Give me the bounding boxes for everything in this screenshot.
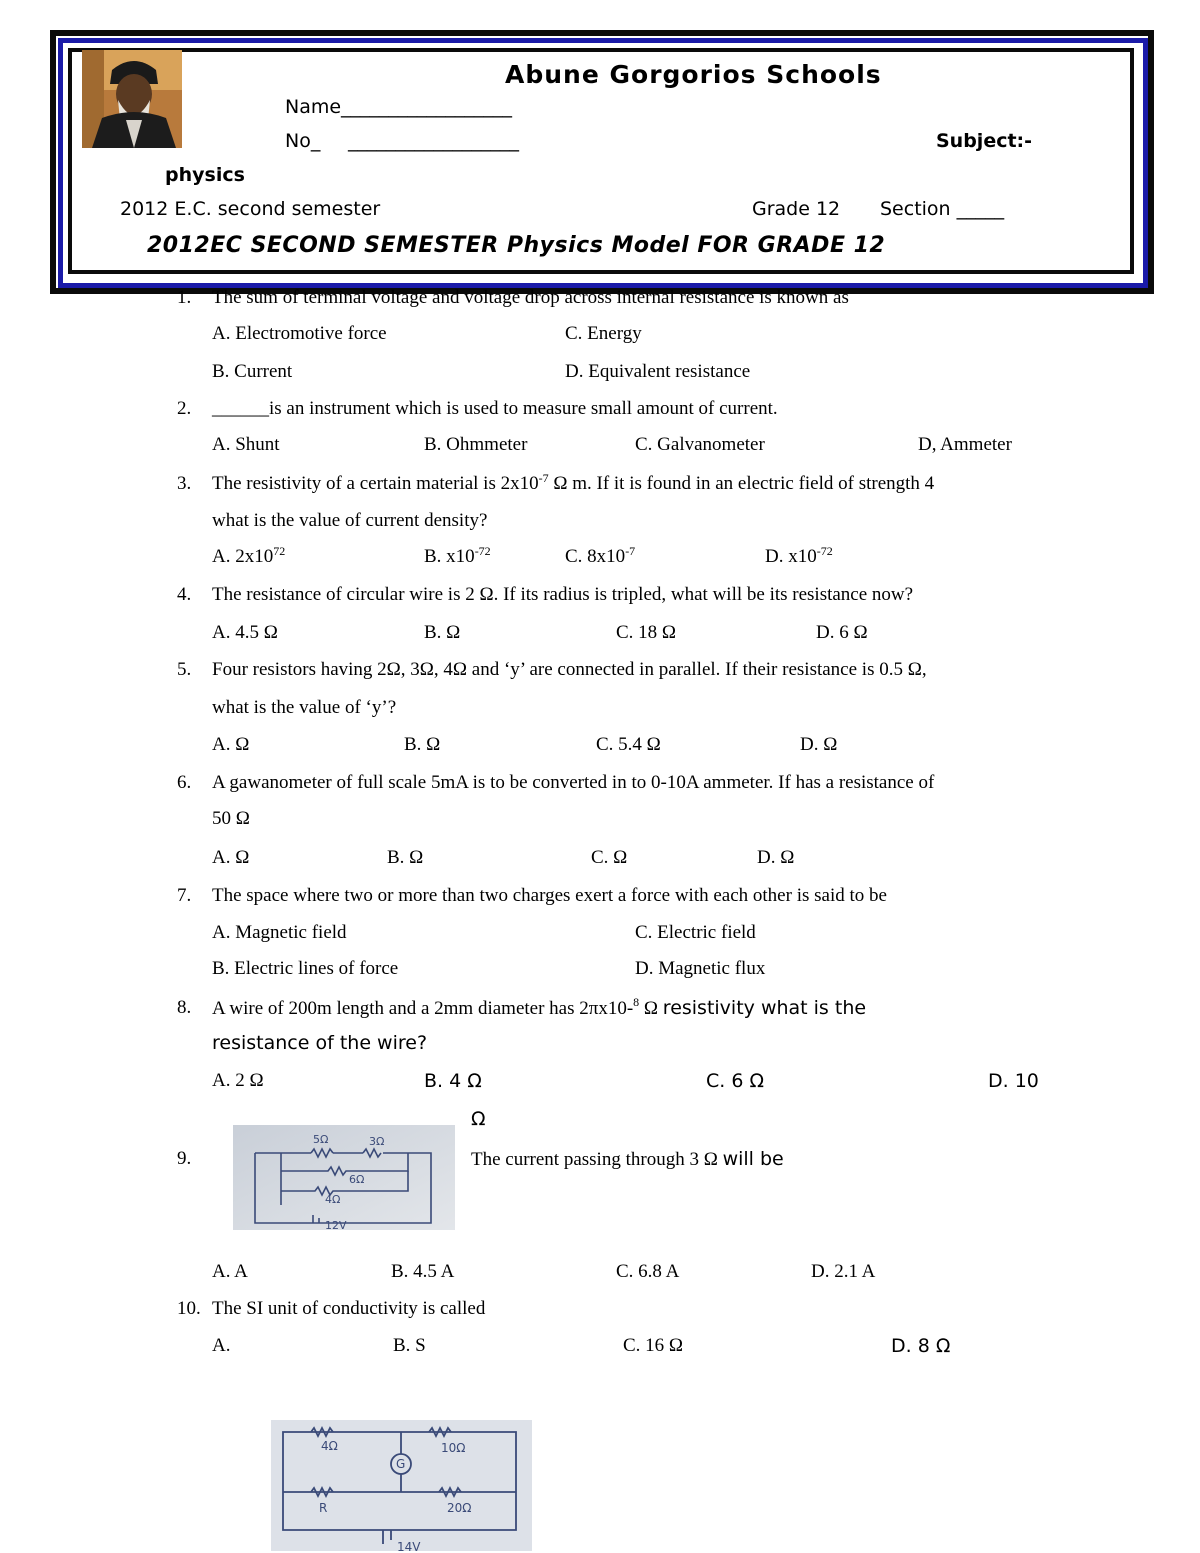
subject-value: physics xyxy=(165,164,245,186)
question-number: 1. xyxy=(177,287,192,308)
circuit-diagram-2 xyxy=(271,1420,532,1551)
question-8-text: A wire of 200m length and a 2mm diameter has 2πx10-$^8$ Ω resistivity what is the xyxy=(212,995,867,1019)
question-3-text: The resistivity of a certain material is $2x10^{-7}$ Ω m. If it is found in an electric field of strength 4 xyxy=(212,471,935,494)
question-3-text-line2: what is the value of current density? xyxy=(212,510,488,531)
circuit2-label: 10Ω xyxy=(441,1441,466,1455)
question-number: 10. xyxy=(177,1298,201,1319)
question-number: 9. xyxy=(177,1148,192,1169)
question-5-text: Four resistors having 2Ω, 3Ω, 4Ω and ‘y’ are connected in parallel. If their resistance is 0.5 Ω, xyxy=(212,659,927,680)
circuit2-label: 4Ω xyxy=(321,1439,338,1453)
q3-option-c: C. $8x10^{-7}$ xyxy=(565,544,636,567)
circuit1-label: 5Ω xyxy=(313,1133,329,1146)
q8-option-d: D. 10 xyxy=(988,1070,1039,1092)
q8-option-b: B. 4 Ω xyxy=(424,1070,482,1092)
q6-option-b: B. Ω xyxy=(387,847,424,868)
circuit1-label: 12V xyxy=(325,1219,347,1230)
number-label: No_ xyxy=(285,130,321,152)
question-4-text: The resistance of circular wire is 2 Ω. If its radius is tripled, what will be its resistance now? xyxy=(212,584,914,605)
q9-option-d: D. 2.1 A xyxy=(811,1261,876,1282)
circuit1-label: 3Ω xyxy=(369,1135,385,1148)
question-number: 2. xyxy=(177,398,192,419)
question-number: 6. xyxy=(177,772,192,793)
q1-option-c: C. Energy xyxy=(565,323,642,344)
question-6-text: A gawanometer of full scale 5mA is to be converted in to 0-10A ammeter. If has a resistance of xyxy=(212,772,935,793)
q10-option-d: D. 8 Ω xyxy=(891,1335,951,1357)
q8-option-a: A. 2 Ω xyxy=(212,1070,264,1091)
circuit1-label: 6Ω xyxy=(349,1173,365,1186)
question-7-text: The space where two or more than two charges exert a force with each other is said to be xyxy=(212,885,887,906)
subject-label: Subject:- xyxy=(936,130,1033,152)
question-number: 7. xyxy=(177,885,192,906)
q10-option-a: A. xyxy=(212,1335,231,1356)
q1-option-d: D. Equivalent resistance xyxy=(565,361,751,382)
q4-option-b: B. Ω xyxy=(424,622,461,643)
q2-option-a: A. Shunt xyxy=(212,434,280,455)
q4-option-c: C. 18 Ω xyxy=(616,622,677,643)
q6-option-d: D. Ω xyxy=(757,847,795,868)
q4-option-a: A. 4.5 Ω xyxy=(212,622,278,643)
q1-option-b: B. Current xyxy=(212,361,293,382)
name-field: Name__________________ xyxy=(285,96,513,118)
q1-option-a: A. Electromotive force xyxy=(212,323,387,344)
q2-option-b: B. Ohmmeter xyxy=(424,434,528,455)
q5-option-a: A. Ω xyxy=(212,734,250,755)
q7-option-b: B. Electric lines of force xyxy=(212,958,399,979)
q6-option-c: C. Ω xyxy=(591,847,628,868)
semester-label: 2012 E.C. second semester xyxy=(120,198,381,220)
circuit1-label: 4Ω xyxy=(325,1193,341,1206)
q7-option-d: D. Magnetic flux xyxy=(635,958,766,979)
question-number: 4. xyxy=(177,584,192,605)
q7-option-a: A. Magnetic field xyxy=(212,922,347,943)
q10-option-c: C. 16 Ω xyxy=(623,1335,684,1356)
circuit-diagram-1 xyxy=(233,1125,455,1230)
question-8-text-line2: resistance of the wire? xyxy=(212,1032,428,1054)
question-5-text-line2: what is the value of ‘y’? xyxy=(212,697,397,718)
q5-option-c: C. 5.4 Ω xyxy=(596,734,661,755)
q2-option-d: D, Ammeter xyxy=(918,434,1012,455)
q6-option-a: A. Ω xyxy=(212,847,250,868)
q9-option-a: A. A xyxy=(212,1261,248,1282)
q9-option-b: B. 4.5 A xyxy=(391,1261,455,1282)
school-name: Abune Gorgorios Schools xyxy=(505,60,882,89)
question-1-text: The sum of terminal voltage and voltage drop across internal resistance is known as xyxy=(212,287,849,308)
question-9-text: The current passing through 3 Ω will be xyxy=(471,1148,784,1170)
question-2-text: ______is an instrument which is used to measure small amount of current. xyxy=(212,398,778,419)
q4-option-d: D. 6 Ω xyxy=(816,622,868,643)
q8-option-c: C. 6 Ω xyxy=(706,1070,764,1092)
number-field-line: __________________ xyxy=(348,130,519,152)
q5-option-d: D. Ω xyxy=(800,734,838,755)
question-10-text: The SI unit of conductivity is called xyxy=(212,1298,486,1319)
question-number: 3. xyxy=(177,473,192,494)
founder-portrait xyxy=(82,50,182,148)
q2-option-c: C. Galvanometer xyxy=(635,434,765,455)
exam-title: 2012EC SECOND SEMESTER Physics Model FOR GRADE 12 xyxy=(147,233,886,258)
circuit2-label: G xyxy=(396,1457,406,1471)
q10-option-b: B. S xyxy=(393,1335,426,1356)
circuit2-label: 20Ω xyxy=(447,1501,472,1515)
section-field: Section _____ xyxy=(880,198,1005,220)
circuit2-label: R xyxy=(319,1501,328,1515)
q5-option-b: B. Ω xyxy=(404,734,441,755)
question-6-text-line2: 50 Ω xyxy=(212,808,250,829)
q3-option-d: D. $x10^{-72}$ xyxy=(765,544,833,567)
q7-option-c: C. Electric field xyxy=(635,922,756,943)
question-number: 8. xyxy=(177,997,192,1018)
circuit2-label: 14V xyxy=(397,1540,421,1551)
grade-label: Grade 12 xyxy=(752,198,841,220)
q3-option-b: B. $x10^{-72}$ xyxy=(424,544,491,567)
q8-option-d-unit: Ω xyxy=(471,1108,486,1130)
question-number: 5. xyxy=(177,659,192,680)
q9-option-c: C. 6.8 A xyxy=(616,1261,680,1282)
q3-option-a: A. $2x10^{72}$ xyxy=(212,544,286,567)
